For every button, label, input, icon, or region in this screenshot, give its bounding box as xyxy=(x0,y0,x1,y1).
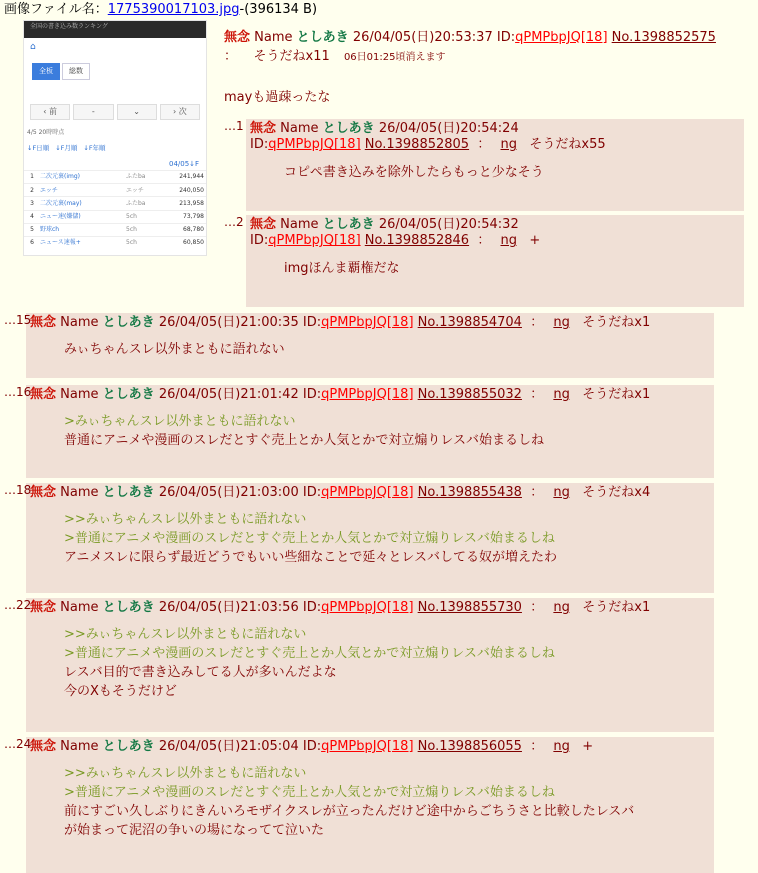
reply-name: としあき xyxy=(102,600,155,615)
reply-marker: …15 xyxy=(4,313,32,327)
reply-ng[interactable]: ng xyxy=(553,387,570,402)
thumb-ranking-table xyxy=(24,170,206,249)
reply-id[interactable]: qPMPbpJQ[18] xyxy=(321,485,414,500)
reply-name-label: Name xyxy=(60,485,99,500)
op-subline xyxy=(224,49,744,65)
reply-soudane[interactable]: + xyxy=(529,233,541,249)
reply-number[interactable]: No.1398855032 xyxy=(417,387,522,402)
thumb-sort-item: ↓F年順 xyxy=(83,144,106,152)
reply-body-box xyxy=(26,598,714,732)
thumb-tab: 総数 xyxy=(62,63,90,80)
file-link[interactable]: 1775390017103.jpg xyxy=(107,2,240,17)
reply-line: 普通にアニメや漫画のスレだとすぐ売上とか人気とかで対立煽りレスバ始まるしね xyxy=(64,433,544,449)
op-header xyxy=(224,30,744,46)
reply-number[interactable]: No.1398856055 xyxy=(417,739,522,754)
reply-name: としあき xyxy=(102,315,155,330)
reply-quote-line: >>みぃちゃんスレ以外まともに語れない xyxy=(64,627,307,643)
reply xyxy=(4,737,714,873)
table-row: 5 野球ch 5ch 68,780 xyxy=(24,223,206,236)
reply-del[interactable]: ： xyxy=(477,137,491,153)
reply-quote-line: >>みぃちゃんスレ以外まともに語れない xyxy=(64,766,307,782)
reply-marker: …16 xyxy=(4,385,32,399)
reply-text xyxy=(64,341,710,360)
reply xyxy=(224,119,744,211)
op-id-label: ID: xyxy=(496,30,516,45)
home-icon: ⌂ xyxy=(30,42,36,52)
op-id[interactable]: qPMPbpJQ[18] xyxy=(515,30,608,45)
reply-subject: 無念 xyxy=(30,315,57,330)
reply-marker: …2 xyxy=(224,215,244,229)
reply-name: としあき xyxy=(102,485,155,500)
reply-quote-line: >>みぃちゃんスレ以外まともに語れない xyxy=(64,512,307,528)
table-row: 3 二次元裏(may) ふたba 213,958 xyxy=(24,196,206,209)
reply-quote-line: >普通にアニメや漫画のスレだとすぐ売上とか人気とかで対立煽りレスバ始まるしね xyxy=(64,785,555,801)
reply-date: 26/04/05(日)21:03:00 xyxy=(158,485,299,500)
reply-line: レスバ目的で書き込みしてる人が多いんだよな xyxy=(64,664,337,680)
reply xyxy=(4,385,714,478)
reply-line: が始まって泥沼の争いの場になってて泣いた xyxy=(64,822,325,838)
reply-name-label: Name xyxy=(60,600,99,615)
reply-name: としあき xyxy=(322,217,375,232)
reply-date: 26/04/05(日)20:54:24 xyxy=(378,121,519,136)
reply-subject: 無念 xyxy=(30,739,57,754)
reply-body-box xyxy=(26,737,714,873)
thumb-prev: ‹ 前 xyxy=(30,104,70,120)
reply-date: 26/04/05(日)21:00:35 xyxy=(158,315,299,330)
reply-subject: 無念 xyxy=(30,485,57,500)
reply-name-label: Name xyxy=(280,217,319,232)
reply-header xyxy=(30,600,710,616)
reply-name-label: Name xyxy=(60,315,99,330)
reply-id-label: ID: xyxy=(302,387,322,402)
reply-line: imgほんま覇権だな xyxy=(284,260,400,276)
thumb-next: › 次 xyxy=(160,104,200,120)
reply-number[interactable]: No.1398855730 xyxy=(417,600,522,615)
reply-soudane[interactable]: そうだねx55 xyxy=(529,137,606,153)
reply-header xyxy=(30,315,710,331)
reply-del[interactable]: ： xyxy=(530,739,544,754)
reply xyxy=(4,313,714,378)
reply-marker: …18 xyxy=(4,483,32,497)
reply-text xyxy=(284,164,740,183)
reply-line: 前にすごい久しぶりにきんいろモザイクスレが立ったんだけど途中からごちうさと比較したレスバ xyxy=(64,803,635,819)
op-subject: 無念 xyxy=(224,30,251,45)
op-number[interactable]: No.1398852575 xyxy=(611,30,716,45)
op-post xyxy=(224,30,744,105)
reply-date: 26/04/05(日)20:54:32 xyxy=(378,217,519,232)
thumb-tab: 全板 xyxy=(32,63,60,80)
reply-date: 26/04/05(日)21:05:04 xyxy=(158,739,299,754)
reply-text xyxy=(64,626,710,701)
reply-id[interactable]: qPMPbpJQ[18] xyxy=(268,137,361,153)
reply-id[interactable]: qPMPbpJQ[18] xyxy=(321,600,414,615)
reply-marker: …22 xyxy=(4,598,32,612)
table-row: 6 ニュース速報+ 5ch 60,850 xyxy=(24,236,206,249)
reply-id-label: ID: xyxy=(302,315,322,330)
reply-ng[interactable]: ng xyxy=(500,233,517,249)
reply-text xyxy=(64,511,710,568)
chevron-down-icon: ⌄ xyxy=(117,104,157,120)
reply-header xyxy=(30,485,710,501)
reply-id-label: ID: xyxy=(250,233,269,249)
table-row: 2 エッチ エッチ 240,050 xyxy=(24,183,206,196)
reply-id-label: ID: xyxy=(302,739,322,754)
reply-subject: 無念 xyxy=(250,121,277,136)
reply-name: としあき xyxy=(102,387,155,402)
file-label: 画像ファイル名： xyxy=(4,2,108,17)
reply-id-label: ID: xyxy=(250,137,269,153)
reply-name: としあき xyxy=(102,739,155,754)
reply-ng[interactable]: ng xyxy=(553,600,570,615)
reply-id[interactable]: qPMPbpJQ[18] xyxy=(321,739,414,754)
reply-header xyxy=(30,387,710,403)
op-name-label: Name xyxy=(254,30,293,45)
reply-ng[interactable]: ng xyxy=(500,137,517,153)
reply-line: みぃちゃんスレ以外まともに語れない xyxy=(64,342,285,358)
reply-ng[interactable]: ng xyxy=(553,485,570,500)
file-size: -(396134 B) xyxy=(239,2,318,17)
table-row: 1 二次元裏(img) ふたba 241,944 xyxy=(24,170,206,183)
reply-header xyxy=(30,739,710,755)
reply-del[interactable]: ： xyxy=(530,485,544,500)
thread-image-thumbnail[interactable] xyxy=(23,20,207,256)
reply-number[interactable]: No.1398852846 xyxy=(364,233,470,249)
reply-date: 26/04/05(日)21:01:42 xyxy=(158,387,299,402)
reply-body-box xyxy=(26,385,714,478)
reply-text xyxy=(284,260,740,279)
reply-body-box xyxy=(246,215,744,307)
op-soudane[interactable]: そうだねx11 xyxy=(253,49,330,65)
op-name: としあき xyxy=(296,30,349,45)
reply-line: 今のXもそうだけど xyxy=(64,683,177,699)
thumb-tabs xyxy=(32,63,90,80)
reply-id-label: ID: xyxy=(302,485,322,500)
reply-body-box xyxy=(26,483,714,593)
reply-text xyxy=(64,413,710,451)
reply-id[interactable]: qPMPbpJQ[18] xyxy=(321,315,414,330)
reply-body-box xyxy=(26,313,714,378)
op-del[interactable]: ： xyxy=(224,49,238,65)
reply-quote-line: >みぃちゃんスレ以外まともに語れない xyxy=(64,414,296,430)
reply-marker: …24 xyxy=(4,737,32,751)
thumb-date: 4/5 20時時点 xyxy=(27,129,65,136)
reply-quote-line: >普通にアニメや漫画のスレだとすぐ売上とか人気とかで対立煽りレスバ始まるしね xyxy=(64,646,555,662)
thumb-sort-item: ↓F日順 xyxy=(27,144,50,152)
reply-soudane[interactable]: そうだねx1 xyxy=(582,600,651,615)
reply-id-label: ID: xyxy=(302,600,322,615)
reply-id[interactable]: qPMPbpJQ[18] xyxy=(321,387,414,402)
reply-id[interactable]: qPMPbpJQ[18] xyxy=(268,233,361,249)
table-row: 4 ニュー速(嫌儲) 5ch 73,798 xyxy=(24,210,206,223)
reply-name: としあき xyxy=(322,121,375,136)
op-body: mayも過疎ったな xyxy=(224,90,331,105)
reply-subject: 無念 xyxy=(250,217,277,232)
reply-number[interactable]: No.1398855438 xyxy=(417,485,522,500)
thumb-title: 全国の書き込み数ランキング xyxy=(24,21,206,38)
thumb-nav xyxy=(30,104,200,120)
reply-soudane[interactable]: そうだねx1 xyxy=(582,387,651,402)
reply-ng[interactable]: ng xyxy=(553,739,570,754)
reply-del[interactable]: ： xyxy=(530,315,544,330)
reply-text xyxy=(64,765,710,840)
reply-del[interactable]: ： xyxy=(530,387,544,402)
reply-header xyxy=(250,217,740,233)
reply-del[interactable]: ： xyxy=(477,233,491,249)
reply-body-box xyxy=(246,119,744,211)
reply-name-label: Name xyxy=(60,387,99,402)
reply xyxy=(4,598,714,732)
reply-name-label: Name xyxy=(280,121,319,136)
reply-number[interactable]: No.1398854704 xyxy=(417,315,522,330)
reply-header-2 xyxy=(250,137,740,153)
reply-name-label: Name xyxy=(60,739,99,754)
reply-soudane[interactable]: そうだねx1 xyxy=(582,315,651,330)
reply-line: アニメスレに限らず最近どうでもいい些細なことで延々とレスバしてる奴が増えたわ xyxy=(64,549,557,565)
reply-subject: 無念 xyxy=(30,600,57,615)
reply-number[interactable]: No.1398852805 xyxy=(364,137,470,153)
reply xyxy=(224,215,744,307)
thumb-sort-item: ↓F月順 xyxy=(55,144,78,152)
reply-ng[interactable]: ng xyxy=(553,315,570,330)
reply-soudane[interactable]: + xyxy=(582,739,594,754)
reply xyxy=(4,483,714,593)
thumb-col-header: 04/05↓F xyxy=(169,160,200,168)
thumb-sort xyxy=(27,144,106,152)
reply-header xyxy=(250,121,740,137)
reply-quote-line: >普通にアニメや漫画のスレだとすぐ売上とか人気とかで対立煽りレスバ始まるしね xyxy=(64,531,555,547)
op-expire: 06日01:25頃消えます xyxy=(343,52,446,64)
op-date: 26/04/05(日)20:53:37 xyxy=(352,30,493,45)
reply-subject: 無念 xyxy=(30,387,57,402)
thumb-sep: - xyxy=(73,104,113,120)
reply-date: 26/04/05(日)21:03:56 xyxy=(158,600,299,615)
reply-header-2 xyxy=(250,233,740,249)
reply-del[interactable]: ： xyxy=(530,600,544,615)
reply-line: コピペ書き込みを除外したらもっと少なそう xyxy=(284,164,544,180)
reply-soudane[interactable]: そうだねx4 xyxy=(582,485,651,500)
file-info xyxy=(4,2,317,18)
reply-marker: …1 xyxy=(224,119,244,133)
